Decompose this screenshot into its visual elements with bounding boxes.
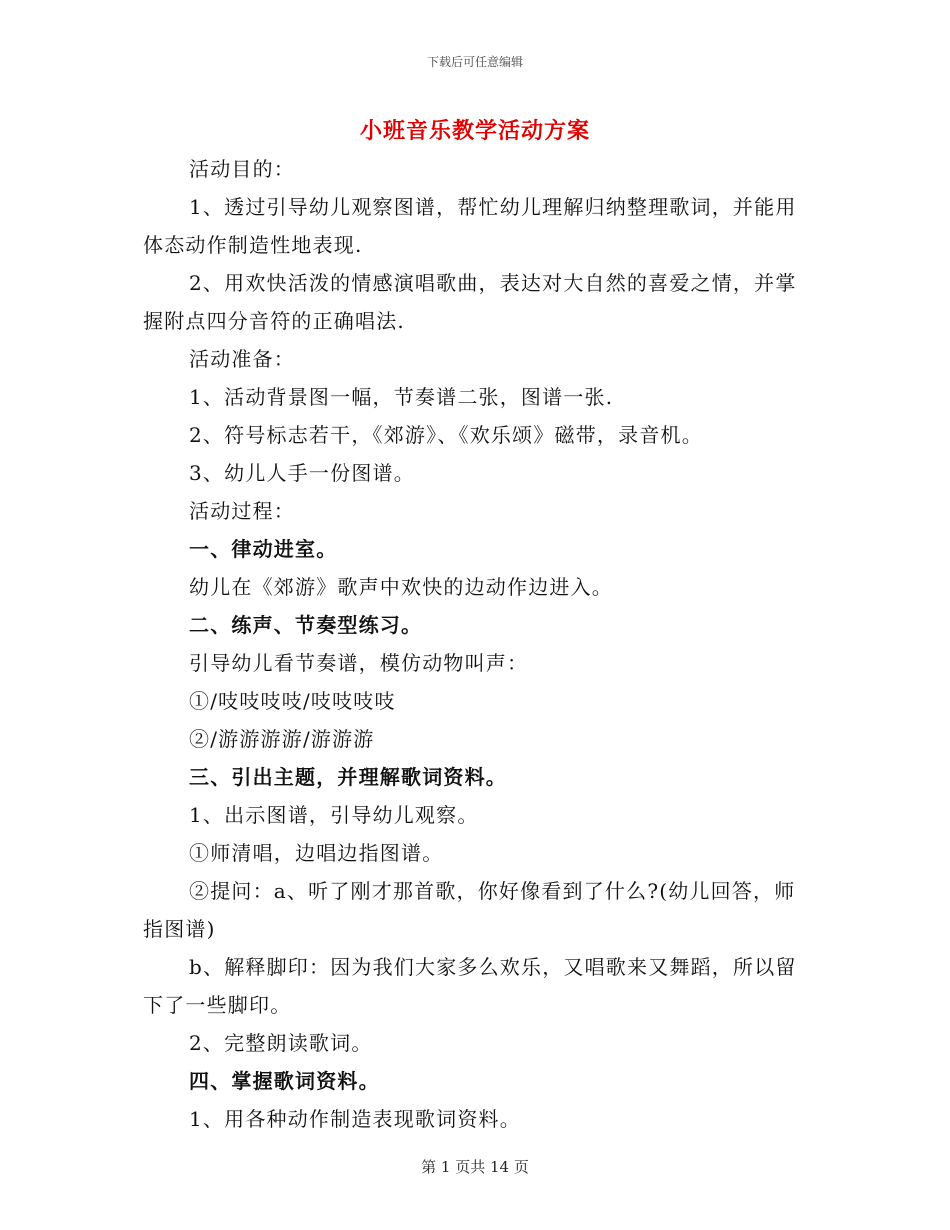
- paragraph: 1、透过引导幼儿观察图谱，帮忙幼儿理解归纳整理歌词，并能用体态动作制造性地表现.: [143, 195, 797, 257]
- section-heading: 四、掌握歌词资料。: [189, 1069, 380, 1093]
- section-heading: 一、律动进室。: [189, 537, 338, 561]
- paragraph: 3、幼儿人手一份图谱。: [189, 461, 415, 485]
- paragraph: 活动准备：: [189, 347, 295, 371]
- paragraph: 引导幼儿看节奏谱，模仿动物叫声：: [189, 651, 529, 675]
- paragraph: 1、出示图谱，引导幼儿观察。: [189, 803, 479, 827]
- section-heading: 三、引出主题，并理解歌词资料。: [189, 765, 507, 789]
- document-title: 小班音乐教学活动方案: [359, 118, 590, 144]
- page-header-note: 下载后可任意编辑: [426, 55, 523, 69]
- paragraph: b、解释脚印：因为我们大家多么欢乐，又唱歌来又舞蹈，所以留下了一些脚印。: [143, 955, 797, 1017]
- paragraph: 1、活动背景图一幅，节奏谱二张，图谱一张.: [189, 385, 614, 409]
- paragraph: 2、符号标志若干，《郊游》、《欢乐颂》磁带，录音机。: [189, 423, 703, 447]
- document-body: [143, 150, 813, 1138]
- paragraph: ②提问：a、听了刚才那首歌，你好像看到了什么?(幼儿回答，师指图谱): [143, 879, 796, 941]
- paragraph: 幼儿在《郊游》歌声中欢快的边动作边进入。: [189, 575, 613, 599]
- paragraph: ①师清唱，边唱边指图谱。: [189, 841, 444, 865]
- section-heading: 二、练声、节奏型练习。: [189, 613, 423, 637]
- paragraph: 活动过程：: [189, 499, 295, 523]
- paragraph: ②/游游游游/游游游: [189, 727, 375, 751]
- paragraph: 1、用各种动作制造表现歌词资料。: [189, 1107, 521, 1131]
- paragraph: 活动目的：: [189, 157, 295, 181]
- paragraph: 2、完整朗读歌词。: [189, 1031, 373, 1055]
- paragraph: ①/吱吱吱吱/吱吱吱吱: [189, 689, 396, 713]
- paragraph: 2、用欢快活泼的情感演唱歌曲，表达对大自然的喜爱之情，并掌握附点四分音符的正确唱法.: [143, 271, 797, 333]
- page-footer-number: 第 1 页共 14 页: [421, 1158, 529, 1176]
